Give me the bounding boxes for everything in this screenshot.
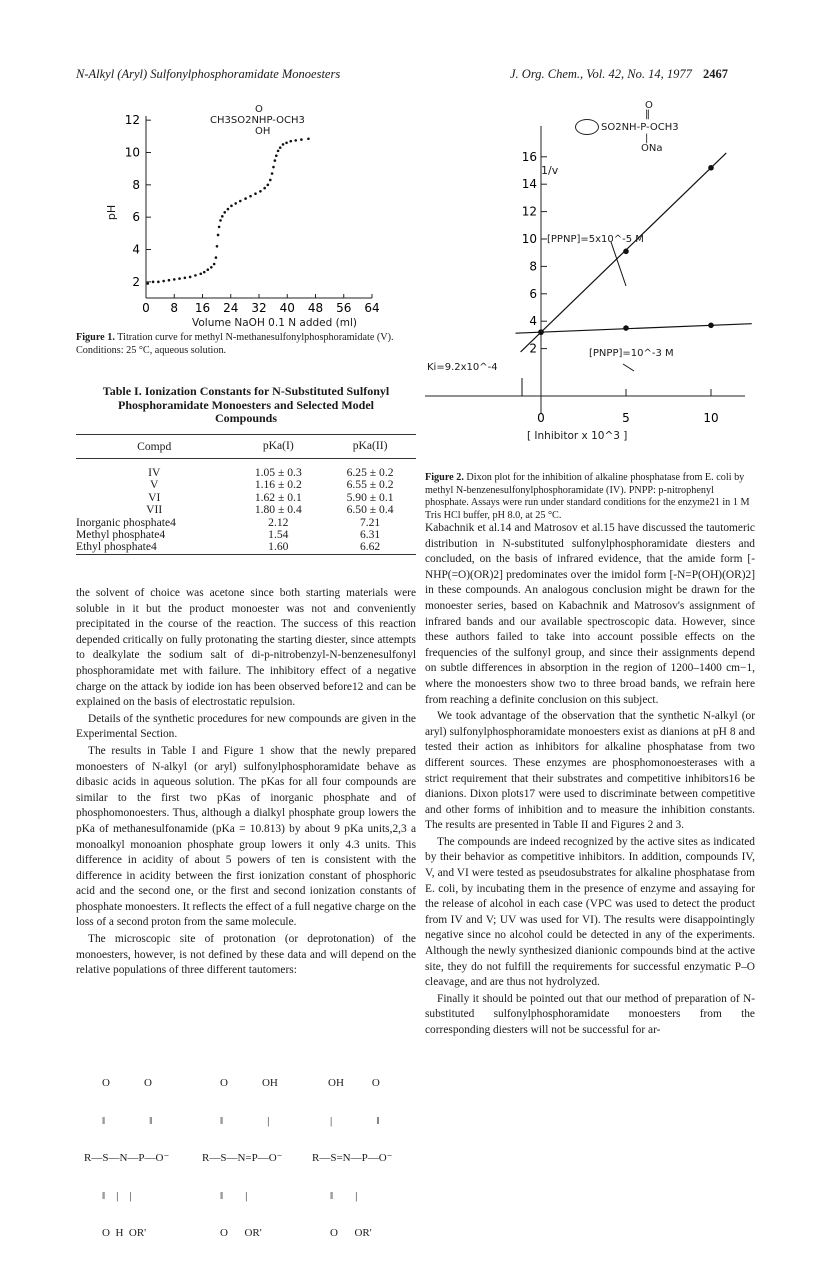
- data-point: [269, 179, 272, 182]
- table-row: [76, 541, 416, 554]
- y-tick-label: 8: [132, 177, 140, 192]
- page-number: 2467: [702, 67, 728, 81]
- figure-2-tick-labels: [522, 150, 719, 425]
- x-tick-label: 0: [142, 301, 150, 315]
- figure-2-label-low: [PNPP]=10^-3 M: [589, 348, 674, 359]
- data-point: [285, 142, 288, 145]
- paragraph: The results in Table I and Figure 1 show that the newly prepared monoesters of N-alkyl (or aryl) sulfonylphosphoramidate behave as dibasic acids in aqueous solution. The pKas for all four compounds are similar to the first two pKas of inorganic phosphate and of phosphomonoesters. Thus, although a dialkyl phosphate group lowers the pKa of methanesulfonamide (pKa = 10.813) by about 9 pKa units,2,3 a monoalkyl monoanion phosphate group lowers it only 4.3 units. This difference in acidity of about 5 powers of ten is consistent with the difference in acidity between the first ionization constant of phosphoric acid and the second one, or the first and second ionization constants of phosphate monoesters. It reflects the effect of a full negative charge on the loss of a second proton from the same molecule.: [76, 744, 416, 929]
- data-point: [203, 271, 206, 274]
- data-point: [216, 245, 219, 248]
- data-point: [206, 268, 209, 271]
- data-point: [272, 166, 275, 169]
- paragraph: Details of the synthetic procedures for new compounds are given in the Experimental Section.: [76, 712, 416, 741]
- structure-formula: CH3SO2NHP-OCH3: [210, 115, 305, 126]
- x-tick-label: 16: [194, 301, 211, 315]
- figure-2-structure: O ‖ SO2NH-P-OCH3 | ONa: [575, 100, 679, 154]
- figure-2-ki-label: Ki=9.2x10^-4: [427, 362, 498, 373]
- data-point: [162, 280, 165, 283]
- data-point: [282, 143, 285, 146]
- table-cell-compd: VI: [148, 490, 161, 504]
- figure-1-data-points: [146, 137, 309, 284]
- data-point: [708, 323, 714, 329]
- data-point: [289, 140, 292, 143]
- data-point: [210, 266, 213, 269]
- tautomer-imidol-p: O OH ‖ | R—S—N=P—O⁻ ‖ | O OR': [202, 1077, 283, 1239]
- x-tick-label: 32: [251, 301, 267, 315]
- figure-1-y-label: pH: [105, 204, 119, 221]
- figure-2-caption-label: Figure 2.: [425, 472, 464, 483]
- data-point: [227, 208, 230, 211]
- tautomer-amide: O O ‖ ‖ R—S—N—P—O⁻ ‖ | | O H OR': [84, 1077, 170, 1239]
- table-cell-pka1: 1.54: [268, 527, 289, 541]
- table-cell-pka1: 1.62 ± 0.1: [254, 490, 302, 504]
- table-cell-pka2: 6.55 ± 0.2: [346, 478, 394, 492]
- figure-2-y-label: 1/v: [541, 164, 559, 177]
- table-cell-pka2: 6.62: [359, 540, 381, 554]
- table-1-header-pka1: pKa(I): [262, 439, 294, 452]
- figure-1-caption: [76, 332, 416, 357]
- data-point: [223, 211, 226, 214]
- figure-1-tick-labels: [125, 113, 380, 315]
- data-point: [275, 154, 278, 157]
- table-cell-compd: Ethyl phosphate4: [76, 540, 157, 554]
- data-point: [213, 263, 216, 266]
- structure-oxo: O: [255, 104, 263, 115]
- table-cell-pka2: 5.90 ± 0.1: [346, 490, 394, 504]
- running-header-left: N-Alkyl (Aryl) Sulfonylphosphoramidate Monoesters: [76, 67, 341, 81]
- table-cell-pka1: 1.16 ± 0.2: [254, 478, 302, 492]
- table-1-header-pka2: pKa(II): [352, 439, 388, 452]
- series-line: [516, 324, 752, 334]
- y-tick-label: 12: [124, 113, 140, 128]
- data-point: [217, 234, 220, 237]
- figure-1-x-label: Volume NaOH 0.1 N added (ml): [192, 317, 357, 329]
- table-1-body: [76, 458, 416, 554]
- x-tick-label: 64: [364, 301, 380, 315]
- running-header-right: [510, 67, 728, 82]
- x-tick-label: 48: [307, 301, 324, 315]
- paragraph: Kabachnik et al.14 and Matrosov et al.15 have discussed the tautomeric distribution in N-substituted sulfonylphosphoramidate diesters and concluded, on the basis of infrared evidence, that the amide form [-NHP(=O)(OR)2] predominates over the imidol form [-N=P(OH)(OR)2] in these compounds. An analogous conclusion might be drawn for the monoester series, based on Kabachnik and Matrosov's assignment of infrared bands and our available spectroscopic data. However, since these authors failed to take into account possible effects on the frequencies of the sulfonyl group, and since their assignments depend on subtle differences in absorption in the region of 1200–1400 cm−1, where the monoesters show two to three broad bands, we refrain here from reaching a definite conclusion on this subject.: [425, 522, 755, 706]
- x-tick-label: 24: [223, 301, 239, 315]
- table-cell-pka1: 1.60: [268, 540, 289, 554]
- table-cell-pka2: 6.25 ± 0.2: [346, 465, 394, 479]
- table-cell-pka1: 1.05 ± 0.3: [254, 465, 302, 479]
- data-point: [623, 249, 629, 255]
- x-tick-label: 0: [537, 411, 545, 425]
- data-point: [168, 279, 171, 282]
- data-point: [219, 219, 222, 222]
- figure-2-lines: [516, 153, 752, 396]
- y-tick-label: 4: [529, 314, 537, 329]
- data-point: [623, 325, 629, 331]
- data-point: [157, 281, 160, 284]
- table-cell-compd: IV: [148, 465, 161, 479]
- figure-2-caption-text: Dixon plot for the inhibition of alkaline phosphatase from E. coli by methyl N-benzenesulfonylphosphoramidate (IV). PNPP: p-nitrophenyl phosphate. Assays were run under standard conditions for the enzyme21 in 1 M Tris HCl buffer, pH 8.0, at 25 °C.: [425, 472, 750, 521]
- x-tick-label: 56: [336, 301, 352, 315]
- data-point: [259, 190, 262, 193]
- data-point: [221, 215, 224, 218]
- data-point: [300, 138, 303, 141]
- table-row: [76, 458, 416, 479]
- table-cell-compd: V: [150, 478, 159, 492]
- table-1-title: Table I. Ionization Constants for N-Substituted Sulfonyl Phosphoramidate Monoesters and Selected Model Compounds: [102, 384, 390, 425]
- table-row: [76, 504, 416, 516]
- figure-2-caption: [425, 472, 755, 522]
- y-tick-label: 12: [521, 204, 537, 219]
- data-point: [184, 276, 187, 279]
- x-tick-label: 40: [279, 301, 295, 315]
- y-tick-label: 14: [521, 177, 537, 192]
- data-point: [267, 184, 270, 187]
- table-cell-pka1: 1.80 ± 0.4: [254, 503, 302, 517]
- journal-citation: J. Org. Chem., Vol. 42, No. 14, 1977: [510, 67, 692, 81]
- data-point: [249, 195, 252, 198]
- y-tick-label: 4: [132, 242, 140, 257]
- y-tick-label: 8: [529, 259, 537, 274]
- table-1-header-compd: Compd: [137, 439, 172, 453]
- paragraph: Finally it should be pointed out that our method of preparation of N-substituted sulfonylphosphoramidate monoesters from the corresponding diesters will not be successful for ar-: [425, 992, 755, 1036]
- table-1: [76, 385, 416, 555]
- table-cell-compd: Inorganic phosphate4: [76, 515, 176, 529]
- table-row: [76, 479, 416, 491]
- y-tick-label: 16: [521, 149, 537, 164]
- table-cell-pka1: 2.12: [268, 515, 289, 529]
- data-point: [199, 272, 202, 275]
- tautomer-imidol-s: OH O | ‖ R—S=N—P—O⁻ ‖ | O OR': [312, 1077, 393, 1239]
- table-cell-compd: Methyl phosphate4: [76, 527, 166, 541]
- table-cell-pka2: 7.21: [359, 515, 381, 529]
- table-cell-compd: VII: [146, 503, 163, 517]
- table-cell-pka2: 6.50 ± 0.4: [346, 503, 394, 517]
- figure-1-axes: [146, 116, 372, 298]
- figure-2-x-label: [ Inhibitor x 10^3 ]: [527, 430, 628, 442]
- structure-formula: SO2NH-P-OCH3: [575, 119, 679, 135]
- x-tick-label: 8: [170, 301, 179, 315]
- right-column-text: [425, 521, 755, 1040]
- y-tick-label: 2: [132, 274, 140, 289]
- data-point: [218, 226, 221, 229]
- table-cell-pka2: 6.31: [359, 527, 381, 541]
- y-tick-label: 2: [529, 341, 537, 356]
- paragraph: The compounds are indeed recognized by the active sites as indicated by their behavior as competitive inhibitors. In addition, compounds IV, V, and VI were tested as pseudosubstrates for alkaline phosphatase from E. coli, by incubating them in the presence of enzyme and assaying for the release of alcohol in each case (VPC was used to detect the product from IV and V; UV was used for VI). The results were disappointingly negative since no alcohol could be detected in any of the experiments. Although the newly synthesized dianionic compounds bind at the active site, they do not fulfill the requirements for successful enzymatic P–O cleavage, and are thus not hydrolyzed.: [425, 835, 755, 989]
- figure-1-structure: [210, 104, 305, 137]
- data-point: [244, 197, 247, 200]
- left-column-text: [76, 586, 416, 980]
- data-point: [173, 278, 176, 281]
- data-point: [279, 146, 282, 149]
- paragraph: the solvent of choice was acetone since both starting materials were soluble in it but the product monoester was not and conveniently precipitated in the course of the reaction. The success of this reaction depended critically on fully protonating the starting diester, since attempts to dealkylate the sodium salt of di-p-nitrobenzyl-N-benzenesulfonyl phosphoramidate met with failure. The inhibitory effect of a negative charge on the attack by iodide ion has been observed before12 and can be explained on the basis of electrostatic repulsion.: [76, 587, 416, 709]
- data-point: [215, 256, 218, 259]
- paragraph: The microscopic site of protonation (or deprotonation) of the monoesters, however, is not defined by these data and will depend on the relative populations of three different tautomers:: [76, 933, 416, 977]
- data-point: [234, 202, 237, 205]
- data-point: [263, 187, 266, 190]
- table-1-grid: [76, 435, 416, 555]
- data-point: [239, 200, 242, 203]
- figure-1: [100, 96, 410, 329]
- data-point: [194, 274, 197, 277]
- data-point: [277, 150, 280, 153]
- data-point: [708, 165, 714, 171]
- data-point: [271, 172, 274, 175]
- data-point: [230, 205, 233, 208]
- data-point: [307, 137, 310, 140]
- data-point: [538, 329, 544, 335]
- data-point: [189, 276, 192, 279]
- structure-oh: OH: [255, 126, 271, 137]
- y-tick-label: 6: [132, 210, 140, 225]
- structure-ona: ONa: [641, 143, 663, 154]
- figure-2-label-high: [PPNP]=5x10^-5 M: [547, 234, 644, 245]
- figure-1-caption-text: Titration curve for methyl N-methanesulfonylphosphoramidate (V). Conditions: 25 °C, aqueous solution.: [76, 332, 394, 356]
- label-pointer: [623, 364, 634, 371]
- y-tick-label: 6: [529, 286, 537, 301]
- data-point: [254, 192, 257, 195]
- data-point: [274, 159, 277, 162]
- y-tick-label: 10: [124, 145, 140, 160]
- structure-oxo: O: [645, 100, 653, 111]
- y-tick-label: 10: [521, 232, 537, 246]
- label-pointer: [611, 242, 626, 286]
- figure-1-caption-label: Figure 1.: [76, 332, 115, 343]
- paragraph: We took advantage of the observation that the synthetic N-alkyl (or aryl) sulfonylphosphoramidate monoesters exist as dianions at pH 8 and tested their action as inhibitors for alkaline phosphatase from two different sources. These enzymes are phosphomonoesterases with a strict requirement that their substrates and competitive inhibitors16 be dianions. Dixon plots17 were used to discriminate between competitive and other forms of inhibition and to measure the inhibition constants. The results are presented in Table II and Figures 2 and 3.: [425, 710, 755, 832]
- data-point: [152, 281, 155, 284]
- x-tick-label: 5: [622, 411, 630, 425]
- figure-2: [425, 96, 755, 476]
- data-point: [146, 282, 149, 285]
- tautomer-structures: [84, 1052, 414, 1239]
- table-1-header-row: [76, 435, 416, 459]
- data-point: [294, 139, 297, 142]
- benzene-ring-icon: [575, 119, 599, 135]
- x-tick-label: 10: [703, 411, 719, 425]
- data-point: [178, 277, 181, 280]
